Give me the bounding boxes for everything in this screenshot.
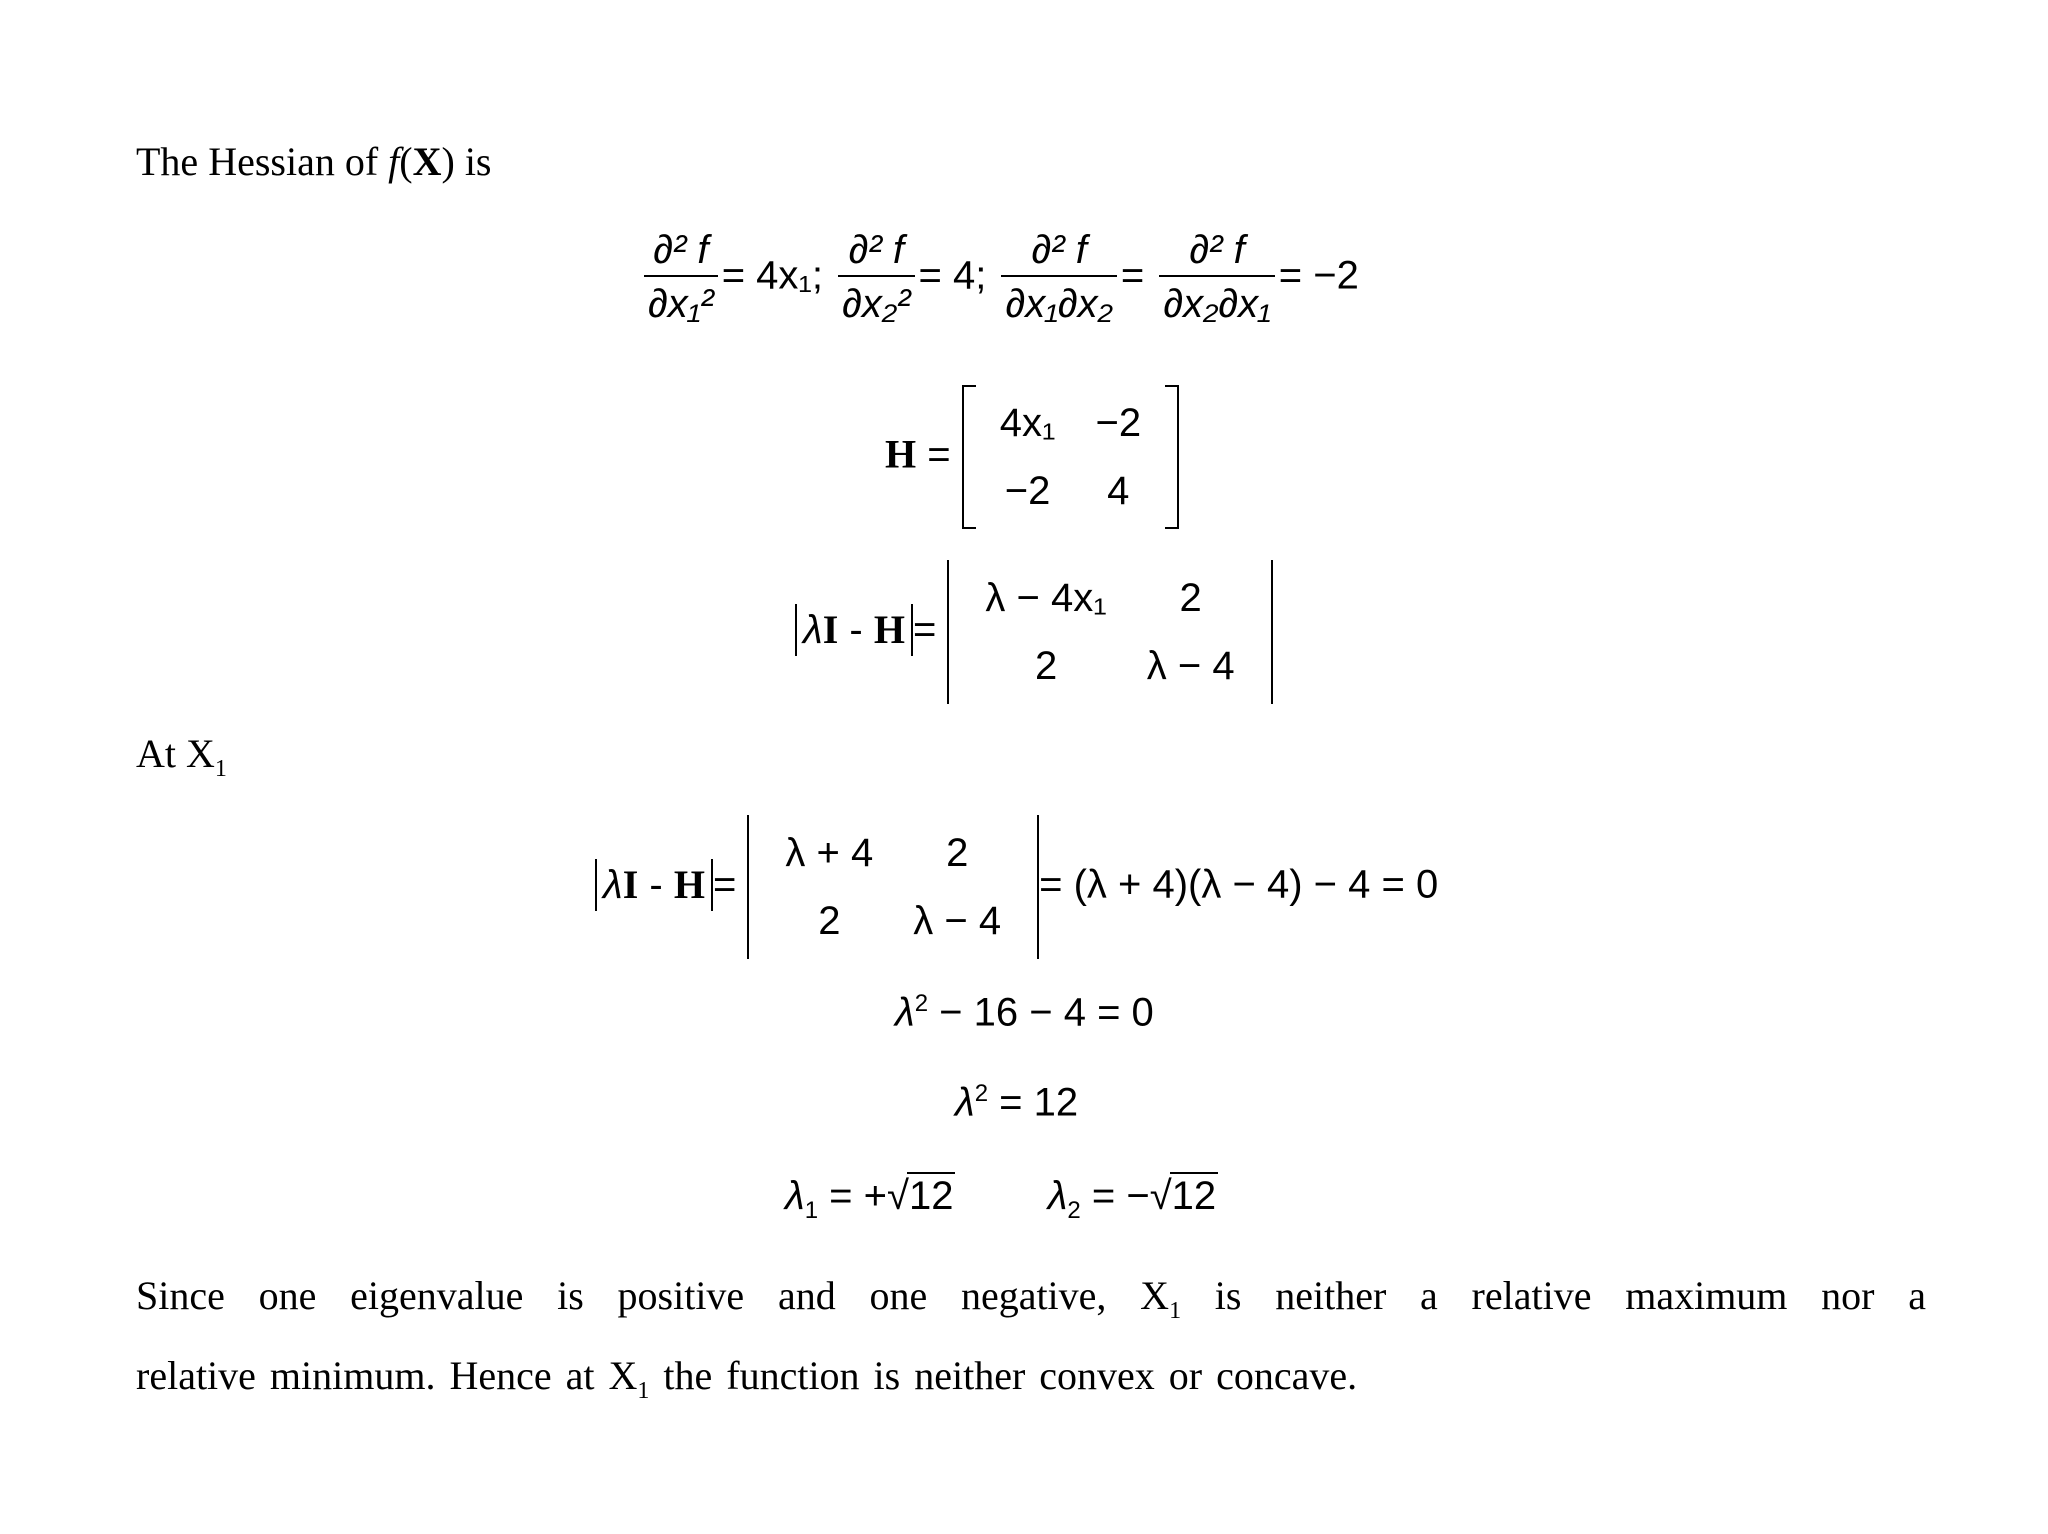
matrix-cell: λ + 4	[785, 830, 874, 875]
characteristic-determinant-x1: λI - H = λ + 4 2 2 λ − 4 = (λ + 4)(λ − 4) − 4 = 0	[595, 815, 1438, 959]
matrix-cell: 4	[1107, 468, 1130, 513]
matrix-cell: λ − 4	[913, 898, 1002, 943]
matrix-cell: 2	[946, 830, 969, 875]
matrix-cell: 2	[818, 898, 841, 943]
det-lhs: λI - H	[595, 859, 713, 911]
lambda-1-root: $\lambda_1 = +√12$	[785, 1174, 954, 1224]
characteristic-determinant-general: λI - H = λ − 4x₁ 2 2 λ − 4	[795, 560, 1273, 704]
d2f-dx1dx2: $\frac{\text{∂² f}}{\text{∂x₁∂x₂}}$	[1001, 225, 1116, 331]
second-partials-equation: $\frac{\text{∂² f}}{\text{∂x₁²}}$ = 4x₁; $\frac{\text{∂² f}}{\text{∂x₂²}}$ = 4; $\frac{\text{∂² f}}{\text{∂x₁∂x₂}}$ = $\frac{\text{∂² f}}{\text{∂x₂∂x₁}}$ = −2	[640, 225, 1359, 331]
eigenvalue-roots	[785, 1172, 1218, 1225]
conclusion-line-1: Since one eigenvalue is positive and one negative, $X_1$ is neither a relative maximum nor a	[136, 1273, 1926, 1324]
conclusion-line-2: relative minimum. Hence at $X_1$ the function is neither convex or concave.	[136, 1353, 1358, 1404]
at-x1-label: At $X_1$	[136, 731, 227, 782]
matrix-cell: 4x₁	[999, 400, 1056, 445]
determinant-x1	[747, 815, 1039, 959]
matrix-cell: 2	[1179, 575, 1202, 620]
det-lhs: λI - H	[795, 604, 913, 656]
hessian-matrix	[962, 385, 1179, 529]
matrix-cell: λ − 4	[1146, 643, 1235, 688]
matrix-cell: −2	[1004, 468, 1051, 513]
d2f-dx2dx1: $\frac{\text{∂² f}}{\text{∂x₂∂x₁}}$	[1159, 225, 1274, 331]
lambda-2-root: $\lambda_2 = -√12$	[1047, 1174, 1217, 1224]
eigen-equation-2: $\lambda^2 = 12$	[955, 1080, 1079, 1125]
eigen-equation-1: $\lambda^2 - 16 - 4 = 0$	[895, 990, 1154, 1035]
d2f-dx1-squared: $\frac{\text{∂² f}}{\text{∂x₁²}}$	[644, 225, 718, 331]
hessian-matrix-equation: H = 4x₁ −2 −2 4	[885, 385, 1179, 529]
determinant-general	[947, 560, 1272, 704]
matrix-cell: −2	[1095, 400, 1142, 445]
d2f-dx2-squared: $\frac{\text{∂² f}}{\text{∂x₂²}}$	[838, 225, 914, 331]
intro-line: The Hessian of f(X) is	[136, 139, 492, 184]
matrix-cell: 2	[1034, 643, 1058, 688]
matrix-cell: λ − 4x₁	[985, 575, 1107, 620]
